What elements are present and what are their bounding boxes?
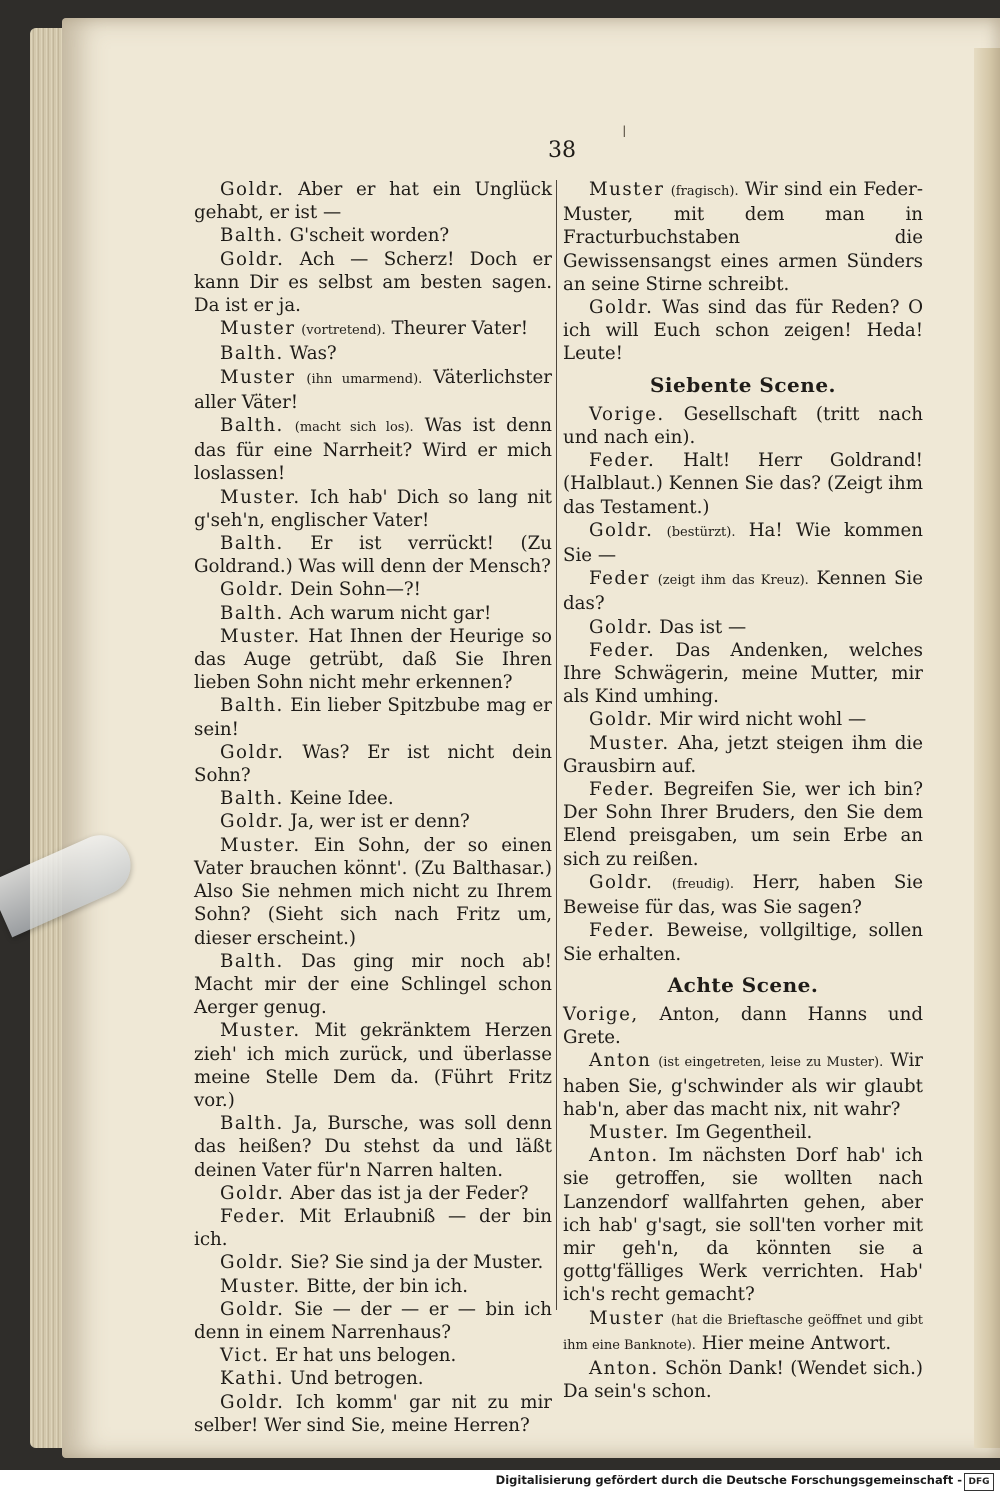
speaker-name: Muster. [220, 1275, 301, 1297]
dialogue-text: Und betrogen. [289, 1368, 424, 1390]
dialogue-line [194, 1298, 552, 1344]
dialogue-text: Ein Sohn, der so einen Vater brauchen könnt'. (Zu Balthasar.) Also Sie nehmen mich nicht zu Ihrem Sohn? (Sieht sich nach Fritz um, dieser erscheint.) [194, 834, 552, 949]
dialogue-line [194, 224, 552, 247]
dialogue-line [194, 1112, 552, 1182]
speaker-name: Muster. [589, 732, 670, 754]
dialogue-line [194, 178, 552, 224]
stage-direction: (ist eingetreten, leise zu Muster). [658, 1055, 884, 1071]
speaker-name: Muster. [220, 625, 301, 647]
speaker-name: Balth. [220, 533, 284, 555]
dialogue-line [194, 532, 552, 578]
dialogue-line [194, 1275, 552, 1298]
dialogue-text: Sie — der — er — bin ich denn in einem Narrenhaus? [194, 1298, 552, 1343]
speaker-name: Goldr. [220, 579, 285, 601]
dialogue-text: Im nächsten Dorf hab' ich sie getroffen, sie wollten nach Lanzendorf wallfahrten gehen, aber ich hab' g'sagt, sie soll'ten vorher mit mir geh'n, da könnten sie a gottg'fälliges Werk verrichten. Hab' ich's recht gemacht? [563, 1145, 923, 1306]
speaker-name: Muster [220, 318, 296, 340]
dialogue-line [194, 342, 552, 365]
speaker-name: Balth. [220, 695, 284, 717]
speaker-name: Balth. [220, 602, 284, 624]
stage-direction: (hat die Brieftasche geöffnet und gibt ihm eine Banknote). [563, 1312, 923, 1353]
dialogue-line [194, 248, 552, 318]
speaker-name: Goldr. [220, 1252, 285, 1274]
dialogue-text: Väterlichster aller Väter! [194, 366, 552, 413]
stage-direction: (bestürzt). [666, 524, 736, 540]
dialogue-line [563, 1307, 923, 1357]
dialogue-text: Sie? Sie sind ja der Muster. [290, 1252, 544, 1274]
dialogue-line [194, 1344, 552, 1367]
dialogue-line [563, 178, 923, 296]
speaker-name: Balth. [220, 225, 284, 247]
footer-credit: Digitalisierung gefördert durch die Deutsche Forschungsgemeinschaft - [495, 1473, 962, 1487]
dfg-logo: DFG [964, 1473, 994, 1491]
speaker-name: Muster [220, 366, 296, 388]
page-right-edge [974, 48, 1000, 1448]
dialogue-text: G'scheit worden? [289, 225, 450, 247]
dialogue-line [563, 519, 923, 567]
speaker-name: Feder. [589, 639, 656, 661]
speaker-name: Muster [589, 179, 665, 200]
dialogue-text: Er ist verrückt! (Zu Goldrand.) Was will denn der Mensch? [194, 533, 552, 578]
dialogue-text: Ja, wer ist er denn? [290, 811, 470, 833]
dialogue-line [194, 486, 552, 532]
dialogue-line [194, 414, 552, 486]
dialogue-line [563, 1049, 923, 1121]
speaker-name: Goldr. [589, 616, 654, 638]
dialogue-line [563, 1121, 923, 1144]
dialogue-line [563, 567, 923, 615]
dialogue-text: Wir sind ein Feder-Muster, mit dem man in Fracturbuchstaben die Gewissensangst eines armen Sünders an seine Stirne schreibt. [563, 179, 923, 295]
speaker-name: Muster [589, 1307, 665, 1329]
dialogue-text: Halt! Herr Goldrand! (Halblaut.) Kennen Sie das? (Zeigt ihm das Testament.) [563, 450, 923, 518]
footer-bar [0, 1470, 1000, 1493]
scene-heading: Achte Scene. [667, 972, 819, 997]
dialogue-line [194, 1205, 552, 1251]
stage-direction: (ihn umarmend). [306, 371, 423, 387]
dialogue-text: Schön Dank! (Wendet sich.) Da sein's schon. [563, 1357, 923, 1403]
dialogue-text: Mit Erlaubniß — der bin ich. [194, 1205, 552, 1251]
dialogue-line [194, 810, 552, 833]
speaker-name: Balth. [220, 343, 284, 365]
dialogue-line [194, 1251, 552, 1274]
speaker-name: Anton. [589, 1145, 659, 1167]
speaker-name: Balth. [220, 788, 284, 810]
speaker-name: Feder. [589, 920, 656, 942]
speaker-name: Muster. [220, 486, 301, 508]
dialogue-text: Das Andenken, welches Ihre Schwägerin, meine Mutter, mir als Kind umhing. [563, 639, 923, 708]
dialogue-text: Beweise, vollgiltige, sollen Sie erhalten. [563, 920, 923, 965]
column-divider [556, 180, 557, 1310]
dialogue-text: Ich komm' gar nit zu mir selber! Wer sind Sie, meine Herren? [194, 1391, 552, 1436]
right-text-column [563, 178, 923, 1403]
dialogue-line [194, 1019, 552, 1112]
speaker-name: Vict. [220, 1345, 270, 1367]
dialogue-line [563, 708, 923, 731]
dialogue-text: Ich hab' Dich so lang nit g'seh'n, englischer Vater! [194, 486, 552, 531]
speaker-name: Goldr. [220, 811, 285, 833]
dialogue-text: Bitte, der bin ich. [306, 1275, 468, 1297]
dialogue-text: Mir wird nicht wohl — [659, 709, 867, 731]
dialogue-text: Ha! Wie kommen Sie — [563, 519, 923, 567]
dialogue-text: Er hat uns belogen. [275, 1345, 457, 1367]
dialogue-line [194, 1182, 552, 1205]
dialogue-text: Ja, Bursche, was soll denn das heißen? Du stehst da und läßt deinen Vater für'n Narren halten. [194, 1113, 552, 1181]
speaker-name: Goldr. [220, 179, 285, 200]
dialogue-text: Was? Er ist nicht dein Sohn? [194, 741, 552, 787]
speaker-name: Vorige, [563, 1003, 639, 1025]
speaker-name: Muster. [220, 834, 301, 856]
dialogue-line [563, 919, 923, 965]
dialogue-line [563, 732, 923, 778]
dialogue-text: Was ist denn das für eine Narrheit? Wird er mich loslassen! [194, 415, 552, 485]
speaker-name: Feder. [589, 779, 656, 801]
dialogue-line [563, 871, 923, 919]
speaker-name: Balth. [220, 1113, 284, 1135]
dialogue-text: Anton, dann Hanns und Grete. [563, 1003, 923, 1049]
dialogue-text: Dein Sohn—?! [290, 579, 421, 601]
speaker-name: Balth. [220, 415, 284, 437]
dialogue-line [194, 694, 552, 740]
speaker-name: Goldr. [589, 297, 654, 319]
dialogue-line [194, 602, 552, 625]
speaker-name: Balth. [220, 950, 284, 972]
scene-heading: Siebente Scene. [649, 372, 836, 397]
speaker-name: Goldr. [220, 1182, 285, 1204]
dialogue-text: Herr, haben Sie Beweise für das, was Sie sagen? [563, 871, 923, 919]
dialogue-text: Aber er hat ein Unglück gehabt, er ist — [194, 179, 552, 224]
speaker-name: Muster. [220, 1020, 301, 1042]
dialogue-line [563, 1003, 923, 1049]
dialogue-text: Was sind das für Reden? O ich will Euch schon zeigen! Heda! Leute! [563, 297, 923, 365]
dialogue-line [563, 639, 923, 709]
speaker-name: Goldr. [220, 741, 285, 763]
stage-direction: (macht sich los). [294, 420, 414, 436]
dialogue-text: Aha, jetzt steigen ihm die Grausbirn auf. [563, 732, 923, 777]
dialogue-line [563, 616, 923, 639]
left-text-column [194, 178, 552, 1437]
dialogue-text: Theurer Vater! [391, 318, 529, 340]
stage-direction: (zeigt ihm das Kreuz). [657, 573, 809, 589]
dialogue-text: Mit gekränktem Herzen zieh' ich mich zurück, und überlasse meine Stelle Dem da. (Führt Fritz vor.) [194, 1020, 552, 1111]
dialogue-text: Hier meine Antwort. [701, 1332, 892, 1354]
speaker-name: Muster. [589, 1121, 670, 1143]
speaker-name: Feder. [589, 450, 656, 472]
dialogue-text: Kennen Sie das? [563, 568, 923, 615]
dialogue-text: Im Gegentheil. [675, 1121, 813, 1143]
dialogue-line [563, 1357, 923, 1403]
speaker-name: Feder. [220, 1205, 287, 1227]
dialogue-text: Das ist — [659, 616, 747, 638]
dialogue-line [194, 366, 552, 414]
dialogue-line [563, 1144, 923, 1306]
stage-direction: (vortretend). [301, 323, 386, 339]
dialogue-text: Hat Ihnen der Heurige so das Auge getrübt, daß Sie Ihren lieben Sohn nicht mehr erkennen? [194, 625, 552, 694]
dialogue-line [194, 787, 552, 810]
speaker-name: Goldr. [220, 248, 285, 270]
dialogue-line [194, 741, 552, 787]
speaker-name: Anton [589, 1050, 652, 1072]
dialogue-line [194, 950, 552, 1020]
stage-direction: (fragisch). [670, 184, 739, 199]
dialogue-line [563, 403, 923, 449]
speaker-name: Vorige. [589, 403, 665, 425]
dialogue-text: Keine Idee. [289, 788, 394, 810]
speaker-name: Kathi. [220, 1368, 285, 1390]
page-top-mark: ǀ [622, 122, 627, 141]
dialogue-line [563, 296, 923, 366]
dialogue-text: Ein lieber Spitzbube mag er sein! [194, 695, 552, 740]
dialogue-text: Ach warum nicht gar! [289, 602, 492, 624]
dialogue-text: Ach — Scherz! Doch er kann Dir es selbst am besten sagen. Da ist er ja. [194, 248, 552, 317]
speaker-name: Goldr. [589, 871, 654, 893]
dialogue-line [194, 1367, 552, 1390]
speaker-name: Anton. [589, 1357, 659, 1379]
speaker-name: Goldr. [220, 1298, 285, 1320]
dialogue-text: Begreifen Sie, wer ich bin? Der Sohn Ihrer Bruders, den Sie dem Elend preisgaben, um sein Erbe an sich zu reißen. [563, 779, 923, 870]
dialogue-line [194, 1391, 552, 1437]
dialogue-text: Aber das ist ja der Feder? [290, 1182, 529, 1204]
dialogue-text: Gesellschaft (tritt nach und nach ein). [563, 403, 923, 449]
speaker-name: Feder [589, 568, 650, 590]
dialogue-text: Das ging mir noch ab! Macht mir der eine Schlingel schon Aerger genug. [194, 950, 552, 1019]
dialogue-line [194, 578, 552, 601]
dialogue-line [194, 317, 552, 342]
page-number: 38 [548, 138, 576, 163]
dialogue-text: Wir haben Sie, g'schwinder als wir glaubt hab'n, aber das macht nix, nit wahr? [563, 1050, 923, 1120]
dialogue-line [194, 834, 552, 950]
speaker-name: Goldr. [220, 1391, 285, 1413]
dialogue-line [563, 449, 923, 519]
speaker-name: Goldr. [589, 519, 654, 541]
dialogue-line [194, 625, 552, 695]
speaker-name: Goldr. [589, 709, 654, 731]
stage-direction: (freudig). [671, 876, 735, 892]
dialogue-text: Was? [289, 343, 337, 365]
dialogue-line [563, 778, 923, 871]
